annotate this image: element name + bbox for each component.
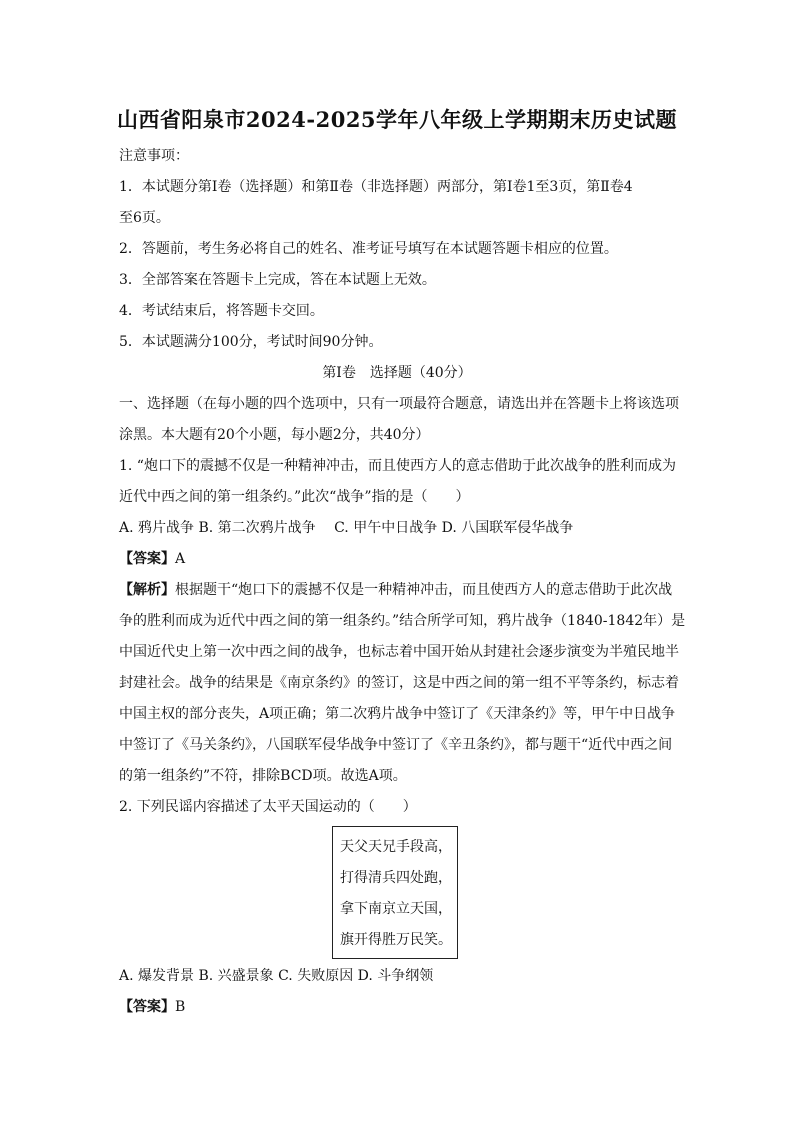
q1-stem: 1. “炮口下的震撼不仅是一种精神冲击，而且使西方人的意志借助于此次战争的胜利而成为 bbox=[119, 458, 676, 474]
q1-analysis-line-3: 中国近代史上第一次中西之间的战争，也标志着中国开始从封建社会逐步演变为半殖民地半 bbox=[119, 644, 679, 660]
notice-item-2: 2．答题前，考生务必将自己的姓名、准考证号填写在本试题答题卡相应的位置。 bbox=[119, 241, 618, 257]
q1-stem-cont: 近代中西之间的第一组条约。”此次“战争”指的是（ ） bbox=[119, 489, 470, 505]
q2-options: A. 爆发背景 B. 兴盛景象 C. 失败原因 D. 斗争纲领 bbox=[119, 968, 434, 984]
notice-item-3: 3．全部答案在答题卡上完成，答在本试题上无效。 bbox=[119, 272, 436, 288]
analysis-text: 根据题干“炮口下的震撼不仅是一种精神冲击，而且使西方人的意志借助于此次战 bbox=[175, 582, 673, 598]
notice-item-4: 4．考试结束后，将答题卡交回。 bbox=[119, 303, 324, 319]
folk-song-line: 旗开得胜万民笑。 bbox=[340, 932, 452, 948]
q1-analysis-line-6: 中签订了《马关条约》，八国联军侵华战争中签订了《辛丑条约》，都与题干“近代中西之间 bbox=[119, 737, 673, 753]
folk-song-line: 天父天兄手段高， bbox=[340, 839, 452, 855]
q2-answer bbox=[119, 997, 679, 1017]
q2-stem: 2. 下列民谣内容描述了太平天国运动的（ ） bbox=[119, 799, 417, 815]
folk-song-box bbox=[332, 826, 458, 959]
q1-analysis-line-5: 中国主权的部分丧失，A项正确；第二次鸦片战争中签订了《天津条约》等，甲午中日战争 bbox=[119, 706, 676, 722]
notice-item-1-cont: 至6页。 bbox=[119, 210, 170, 226]
answer-value: A bbox=[175, 551, 186, 567]
q1-answer bbox=[119, 549, 679, 569]
q1-analysis-line-2: 争的胜利而成为近代中西之间的第一组条约。”结合所学可知，鸦片战争（1840-1842年）是 bbox=[119, 613, 686, 629]
notice-heading: 注意事项： bbox=[119, 148, 189, 164]
q1-options: A. 鸦片战争 B. 第二次鸦片战争 C. 甲午中日战争 D. 八国联军侵华战争 bbox=[119, 520, 574, 536]
instructions-line-1: 一、选择题（在每小题的四个选项中，只有一项最符合题意，请选出并在答题卡上将该选项 bbox=[119, 396, 679, 412]
page-title: 山西省阳泉市2024-2025学年八年级上学期期末历史试题 bbox=[116, 107, 678, 132]
q1-analysis-line-1 bbox=[119, 580, 679, 600]
answer-label: 【答案】 bbox=[119, 999, 175, 1015]
section-title: 第Ⅰ卷 选择题（40分） bbox=[322, 365, 472, 381]
notice-item-5: 5．本试题满分100分，考试时间90分钟。 bbox=[119, 334, 383, 350]
q1-analysis-line-7: 的第一组条约”不符，排除BCD项。故选A项。 bbox=[119, 768, 407, 784]
notice-item-1: 1．本试题分第Ⅰ卷（选择题）和第Ⅱ卷（非选择题）两部分，第Ⅰ卷1至3页，第Ⅱ卷4 bbox=[119, 179, 633, 195]
analysis-label: 【解析】 bbox=[119, 582, 175, 598]
q1-analysis-line-4: 封建社会。战争的结果是《南京条约》的签订，这是中西之间的第一组不平等条约，标志着 bbox=[119, 675, 679, 691]
folk-song-line: 打得清兵四处跑， bbox=[340, 870, 452, 886]
answer-label: 【答案】 bbox=[119, 551, 175, 567]
instructions-line-2: 涂黑。本大题有20个小题，每小题2分，共40分） bbox=[119, 427, 430, 443]
answer-value: B bbox=[175, 999, 186, 1015]
folk-song-line: 拿下南京立天国， bbox=[340, 901, 452, 917]
